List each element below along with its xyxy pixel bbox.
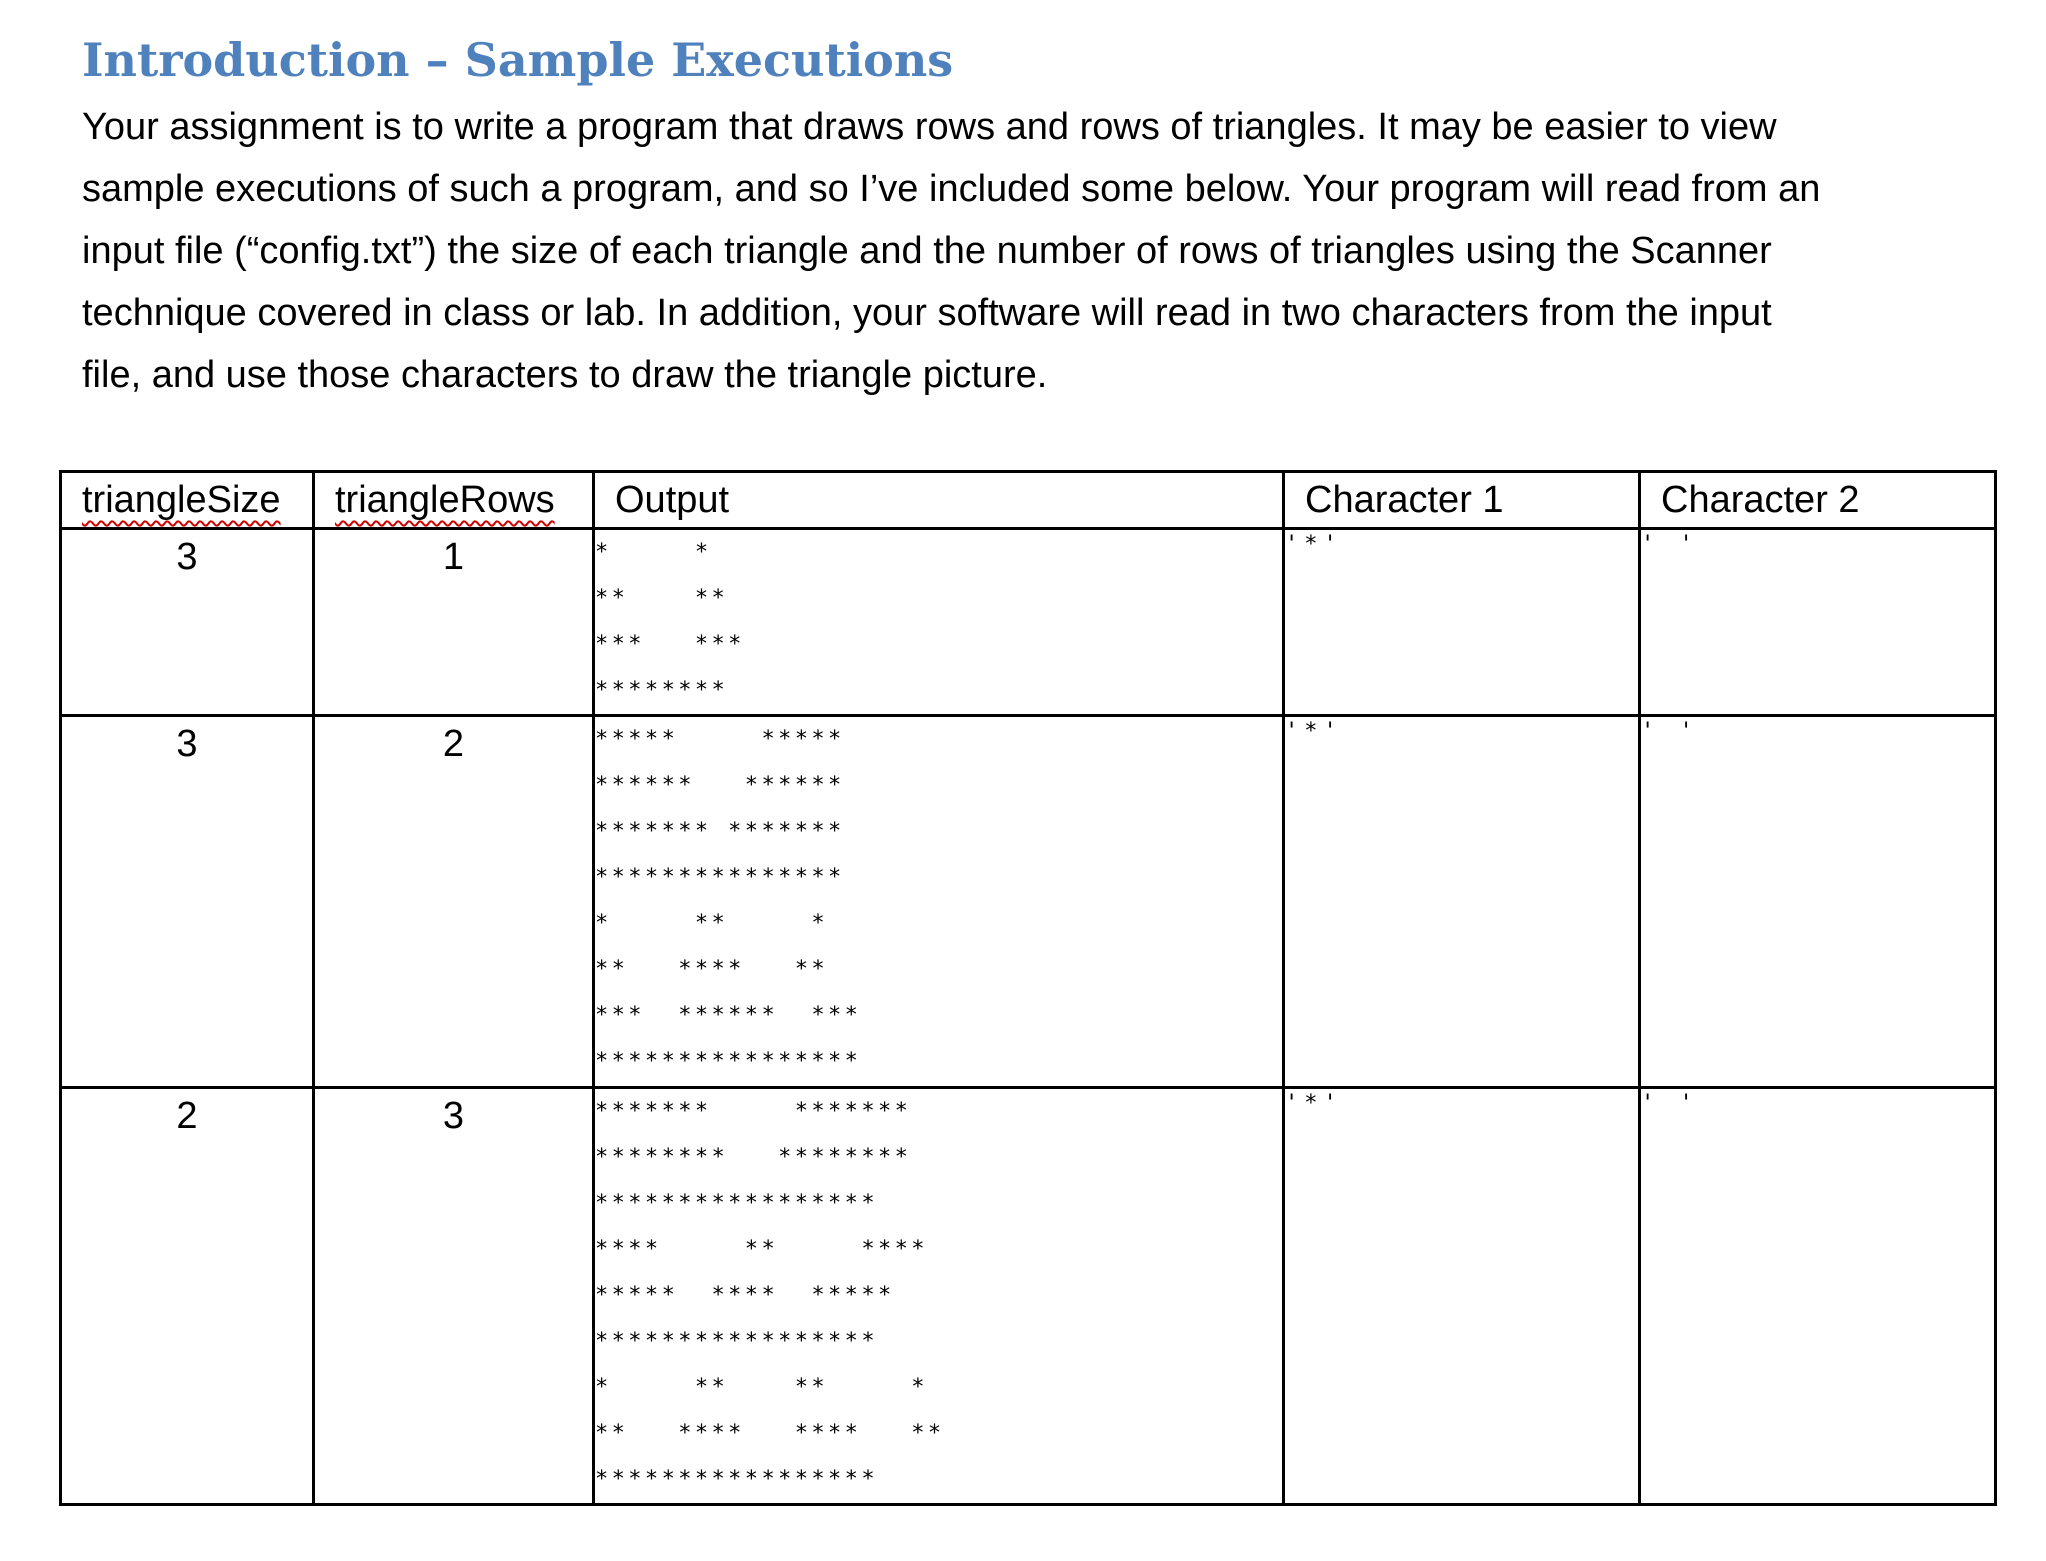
table-row — [61, 529, 1996, 716]
triangle-size-cell: 2 — [61, 1088, 314, 1505]
output-cell — [594, 716, 1284, 1088]
character-1-cell — [1284, 1088, 1640, 1505]
triangle-output: ******* ******* ******** ******** ***************** **** ** **** ***** **** ***** ***************** * ** ** * ** **** **** ** ***************** — [595, 1099, 945, 1492]
triangle-size-cell: 3 — [61, 529, 314, 716]
intro-line: input file (“config.txt”) the size of each triangle and the number of rows of triangles using the Scanner — [82, 230, 1772, 272]
character-2-value: ' ' — [1641, 532, 1699, 557]
page-title: Introduction – Sample Executions — [82, 33, 954, 87]
column-header-triangle-size — [61, 472, 314, 529]
intro-line: sample executions of such a program, and so I’ve included some below. Your program will read from an — [82, 168, 1821, 210]
spellcheck-marked-text: triangleRows — [335, 479, 555, 521]
triangle-size-cell: 3 — [61, 716, 314, 1088]
character-2-cell — [1640, 529, 1996, 716]
intro-line: file, and use those characters to draw the triangle picture. — [82, 354, 1048, 396]
triangle-rows-cell: 1 — [314, 529, 594, 716]
character-1-cell — [1284, 716, 1640, 1088]
output-cell — [594, 529, 1284, 716]
character-2-cell — [1640, 716, 1996, 1088]
character-2-value: ' ' — [1641, 1091, 1699, 1116]
output-cell — [594, 1088, 1284, 1505]
column-header-output: Output — [594, 472, 1284, 529]
character-1-cell — [1284, 529, 1640, 716]
triangle-output: ***** ***** ****** ****** ******* ******* *************** * ** * ** **** ** *** ****** *** **************** — [595, 727, 862, 1074]
column-header-character-2: Character 2 — [1640, 472, 1996, 529]
character-1-value: '*' — [1285, 1091, 1343, 1116]
sample-executions-table — [59, 470, 1997, 1506]
spellcheck-marked-text: triangleSize — [82, 479, 281, 521]
intro-line: Your assignment is to write a program that draws rows and rows of triangles. It may be easier to view — [82, 106, 1777, 148]
character-1-value: '*' — [1285, 719, 1343, 744]
character-2-value: ' ' — [1641, 719, 1699, 744]
intro-paragraph — [82, 96, 1982, 406]
triangle-rows-cell: 2 — [314, 716, 594, 1088]
table-row — [61, 1088, 1996, 1505]
intro-line: technique covered in class or lab. In addition, your software will read in two characters from the input — [82, 292, 1772, 334]
column-header-triangle-rows — [314, 472, 594, 529]
character-1-value: '*' — [1285, 532, 1343, 557]
triangle-rows-cell: 3 — [314, 1088, 594, 1505]
table-header-row — [61, 472, 1996, 529]
column-header-character-1: Character 1 — [1284, 472, 1640, 529]
character-2-cell — [1640, 1088, 1996, 1505]
table-row — [61, 716, 1996, 1088]
triangle-output: * * ** ** *** *** ******** — [595, 540, 745, 703]
